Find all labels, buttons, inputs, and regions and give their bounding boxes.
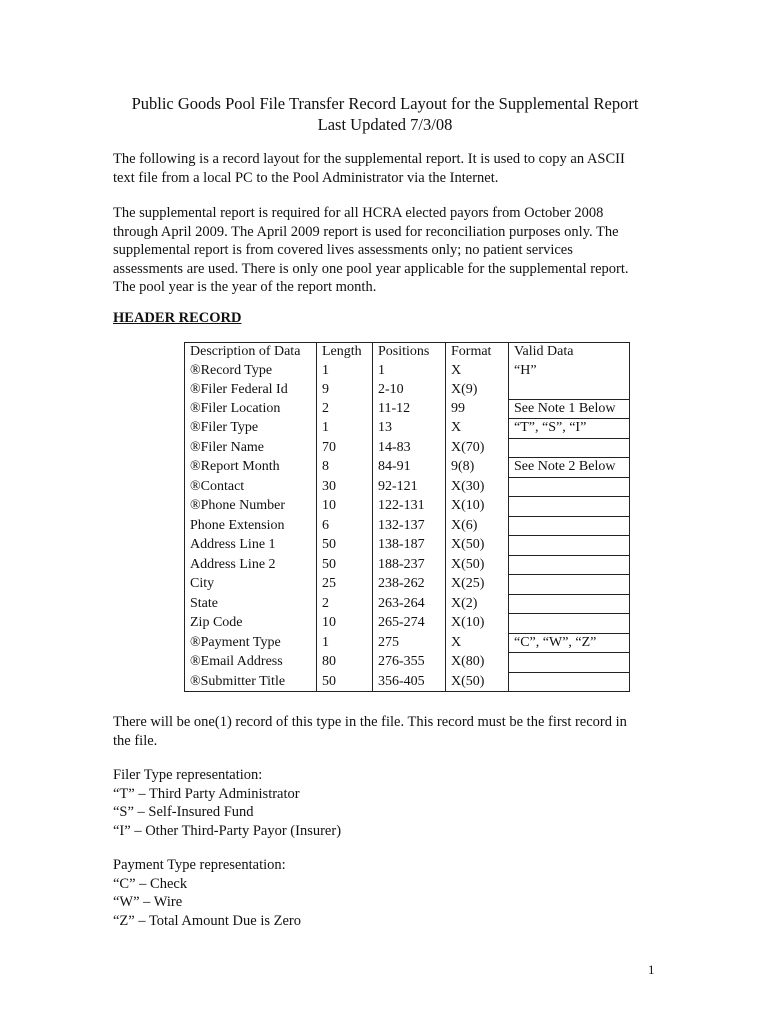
length-cell: 10: [317, 614, 373, 634]
header-length-cell: Length: [317, 343, 373, 362]
positions-cell: 84-91: [373, 458, 446, 478]
positions-cell: 92-121: [373, 477, 446, 497]
positions-cell: 11-12: [373, 399, 446, 419]
table-row: [185, 380, 630, 399]
filer-type-list: Filer Type representation: “T” – Third Party Administrator “S” – Self-Insured Fund “I” – Other Third-Party Payor (Insurer): [113, 767, 342, 839]
length-cell: 1: [317, 633, 373, 653]
description-cell: City: [185, 575, 317, 595]
table-row: [185, 419, 630, 439]
table-row: [185, 575, 630, 595]
description-cell: ®Payment Type: [185, 633, 317, 653]
format-cell: X(6): [446, 516, 509, 536]
positions-cell: 138-187: [373, 536, 446, 556]
format-cell: X: [446, 362, 509, 381]
section-heading: HEADER RECORD: [113, 310, 242, 326]
valid-data-cell: [509, 516, 630, 536]
length-cell: 50: [317, 555, 373, 575]
length-cell: 50: [317, 672, 373, 692]
format-cell: X(50): [446, 536, 509, 556]
description-cell: ®Report Month: [185, 458, 317, 478]
length-cell: 1: [317, 419, 373, 439]
positions-cell: 122-131: [373, 497, 446, 517]
table-row: [185, 536, 630, 556]
positions-cell: 13: [373, 419, 446, 439]
table-row: [185, 438, 630, 458]
length-cell: 25: [317, 575, 373, 595]
valid-data-cell: [509, 380, 630, 399]
valid-data-cell: [509, 438, 630, 458]
positions-cell: 2-10: [373, 380, 446, 399]
format-cell: 99: [446, 399, 509, 419]
positions-cell: 263-264: [373, 594, 446, 614]
format-cell: X(30): [446, 477, 509, 497]
description-cell: ®Filer Type: [185, 419, 317, 439]
length-cell: 8: [317, 458, 373, 478]
header-valid-data-cell: Valid Data: [509, 343, 630, 362]
title-line-2: Last Updated 7/3/08: [317, 115, 453, 134]
document-title: [0, 93, 770, 135]
description-cell: State: [185, 594, 317, 614]
format-cell: X(50): [446, 672, 509, 692]
description-cell: Zip Code: [185, 614, 317, 634]
format-cell: X(80): [446, 653, 509, 673]
table-row: [185, 477, 630, 497]
length-cell: 9: [317, 380, 373, 399]
positions-cell: 132-137: [373, 516, 446, 536]
valid-data-cell: See Note 1 Below: [509, 399, 630, 419]
table-row: [185, 633, 630, 653]
description-cell: Address Line 2: [185, 555, 317, 575]
length-cell: 30: [317, 477, 373, 497]
valid-data-cell: “T”, “S”, “I”: [509, 419, 630, 439]
valid-data-cell: “C”, “W”, “Z”: [509, 633, 630, 653]
length-cell: 70: [317, 438, 373, 458]
valid-data-cell: [509, 594, 630, 614]
table-row: [185, 399, 630, 419]
description-cell: ®Email Address: [185, 653, 317, 673]
format-cell: X(25): [446, 575, 509, 595]
format-cell: X(70): [446, 438, 509, 458]
length-cell: 6: [317, 516, 373, 536]
length-cell: 2: [317, 594, 373, 614]
table-row: [185, 497, 630, 517]
valid-data-cell: [509, 477, 630, 497]
description-cell: ®Filer Name: [185, 438, 317, 458]
format-cell: X(10): [446, 497, 509, 517]
header-positions-cell: Positions: [373, 343, 446, 362]
scope-paragraph: The supplemental report is required for all HCRA elected payors from October 2008 through April 2009. The April 2009 report is used for reconciliation purposes only. The supplemental report is from covered lives assessments only; no patient services assessments are used. There is only one pool year applicable for the supplemental report. The pool year is the year of the report month.: [113, 205, 629, 295]
description-cell: Phone Extension: [185, 516, 317, 536]
length-cell: 2: [317, 399, 373, 419]
positions-cell: 188-237: [373, 555, 446, 575]
valid-data-cell: [509, 536, 630, 556]
record-note-paragraph: There will be one(1) record of this type in the file. This record must be the first record in the file.: [113, 714, 627, 749]
length-cell: 1: [317, 362, 373, 381]
description-cell: ®Contact: [185, 477, 317, 497]
valid-data-cell: See Note 2 Below: [509, 458, 630, 478]
valid-data-cell: [509, 614, 630, 634]
format-cell: X: [446, 419, 509, 439]
page-number: 1: [648, 962, 655, 977]
valid-data-cell: [509, 575, 630, 595]
title-line-1: Public Goods Pool File Transfer Record Layout for the Supplemental Report: [131, 94, 639, 113]
table-row: [185, 362, 630, 381]
positions-cell: 14-83: [373, 438, 446, 458]
format-cell: X(2): [446, 594, 509, 614]
table-row: [185, 653, 630, 673]
positions-cell: 1: [373, 362, 446, 381]
valid-data-cell: “H”: [509, 362, 630, 381]
length-cell: 10: [317, 497, 373, 517]
valid-data-cell: [509, 672, 630, 692]
intro-paragraph: The following is a record layout for the supplemental report. It is used to copy an ASCII text file from a local PC to the Pool Administrator via the Internet.: [113, 151, 625, 186]
table-row: [185, 594, 630, 614]
positions-cell: 276-355: [373, 653, 446, 673]
header-record-table: [184, 342, 630, 692]
positions-cell: 265-274: [373, 614, 446, 634]
format-cell: 9(8): [446, 458, 509, 478]
format-cell: X(9): [446, 380, 509, 399]
description-cell: ®Filer Location: [185, 399, 317, 419]
table-row: [185, 458, 630, 478]
format-cell: X(10): [446, 614, 509, 634]
payment-type-list: Payment Type representation: “C” – Check “W” – Wire “Z” – Total Amount Due is Zero: [113, 857, 301, 929]
valid-data-cell: [509, 653, 630, 673]
header-description-cell: Description of Data: [185, 343, 317, 362]
positions-cell: 238-262: [373, 575, 446, 595]
positions-cell: 356-405: [373, 672, 446, 692]
table-row: [185, 516, 630, 536]
table-row: [185, 614, 630, 634]
description-cell: ®Record Type: [185, 362, 317, 381]
format-cell: X(50): [446, 555, 509, 575]
table-row: [185, 672, 630, 692]
table-header-row: [185, 343, 630, 362]
header-format-cell: Format: [446, 343, 509, 362]
length-cell: 80: [317, 653, 373, 673]
description-cell: ®Filer Federal Id: [185, 380, 317, 399]
table-row: [185, 555, 630, 575]
description-cell: ®Phone Number: [185, 497, 317, 517]
valid-data-cell: [509, 497, 630, 517]
positions-cell: 275: [373, 633, 446, 653]
length-cell: 50: [317, 536, 373, 556]
description-cell: Address Line 1: [185, 536, 317, 556]
valid-data-cell: [509, 555, 630, 575]
description-cell: ®Submitter Title: [185, 672, 317, 692]
format-cell: X: [446, 633, 509, 653]
